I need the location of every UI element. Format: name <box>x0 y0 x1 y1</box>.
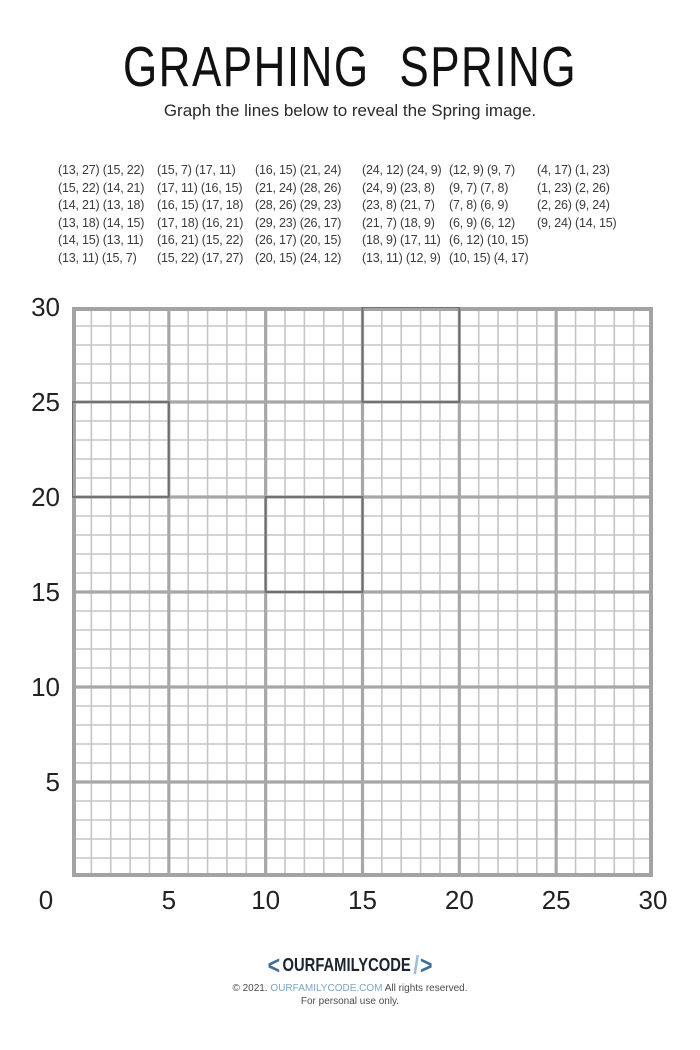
coordinate-pair: (13, 11) (12, 9) <box>362 250 441 265</box>
worksheet-instructions: Graph the lines below to reveal the Spring image. <box>163 101 537 120</box>
coordinate-pair: (15, 7) (17, 11) <box>157 163 236 177</box>
coordinate-pair: (14, 21) (13, 18) <box>58 198 145 213</box>
highlight-square <box>266 497 363 592</box>
logo-text: OURFAMILYCODE <box>282 955 411 975</box>
coordinate-pair: (15, 22) (14, 21) <box>58 180 145 195</box>
x-axis-tick-label: 30 <box>638 885 668 915</box>
x-axis-tick-label: 15 <box>348 885 377 915</box>
coordinate-pair: (18, 9) (17, 11) <box>362 233 441 248</box>
coordinate-lists <box>0 162 700 270</box>
coordinate-pair: (10, 15) (4, 17) <box>449 250 529 265</box>
grid-svg <box>72 307 653 877</box>
coordinate-list-column <box>255 162 341 268</box>
coordinate-pair: (21, 24) (28, 26) <box>255 180 342 195</box>
origin-label: 0 <box>38 885 54 915</box>
x-axis-tick-label: 25 <box>541 885 571 915</box>
coordinate-pair: (12, 9) (9, 7) <box>449 163 515 177</box>
copyright-suffix: All rights reserved. <box>382 983 468 994</box>
personal-use-text: For personal use only. <box>300 996 400 1007</box>
coordinate-pair: (23, 8) (21, 7) <box>362 198 435 213</box>
coordinate-pair: (1, 23) (2, 26) <box>537 180 610 195</box>
coordinate-pair: (17, 11) (16, 15) <box>157 180 243 195</box>
logo-right-bracket-icon: > <box>419 950 433 980</box>
y-axis-tick-label: 10 <box>31 672 60 702</box>
coordinate-pair: (17, 18) (16, 21) <box>157 215 244 230</box>
copyright-prefix: © 2021. <box>232 983 271 994</box>
y-axis-tick-label: 20 <box>31 482 60 512</box>
coordinate-pair: (24, 12) (24, 9) <box>362 163 442 177</box>
coordinate-pair: (13, 27) (15, 22) <box>58 163 145 177</box>
coordinate-pair: (7, 8) (6, 9) <box>449 198 509 213</box>
coordinate-pair: (24, 9) (23, 8) <box>362 180 435 195</box>
coordinate-pair: (13, 11) (15, 7) <box>58 250 137 265</box>
y-axis-tick-label: 5 <box>45 767 60 797</box>
coordinate-list-column <box>362 162 441 268</box>
x-axis-tick-label: 5 <box>161 885 177 915</box>
coordinate-pair: (9, 24) (14, 15) <box>537 215 617 230</box>
coordinate-pair: (21, 7) (18, 9) <box>362 215 435 230</box>
coordinate-pair: (15, 22) (17, 27) <box>157 250 244 265</box>
copyright-text <box>0 983 700 994</box>
x-axis-tick-label: 10 <box>251 885 281 915</box>
coordinate-pair: (29, 23) (26, 17) <box>255 215 342 230</box>
brand-logo <box>63 951 637 979</box>
coordinate-pair: (16, 15) (17, 18) <box>157 198 244 213</box>
coordinate-pair: (4, 17) (1, 23) <box>537 163 610 177</box>
coordinate-pair: (26, 17) (20, 15) <box>255 233 342 248</box>
highlight-square <box>363 307 460 402</box>
logo-slash-icon: / <box>413 950 420 980</box>
coordinate-pair: (20, 15) (24, 12) <box>255 250 342 265</box>
coordinate-pair: (14, 15) (13, 11) <box>58 233 144 248</box>
x-axis-tick-label: 20 <box>444 885 474 915</box>
highlight-square <box>72 402 169 497</box>
coordinate-list-column <box>537 162 616 232</box>
coordinate-pair: (9, 7) (7, 8) <box>449 180 509 195</box>
coordinate-grid <box>72 307 653 877</box>
y-axis-tick-label: 25 <box>31 387 60 417</box>
coordinate-pair: (16, 21) (15, 22) <box>157 233 244 248</box>
coordinate-list-column <box>58 162 144 268</box>
logo-left-bracket-icon: < <box>267 950 281 980</box>
coordinate-pair: (13, 18) (14, 15) <box>58 215 145 230</box>
worksheet-title: GRAPHING SPRING <box>122 36 578 99</box>
coordinate-pair: (16, 15) (21, 24) <box>255 163 342 177</box>
coordinate-list-column <box>157 162 243 268</box>
coordinate-list-column <box>449 162 528 268</box>
coordinate-pair: (6, 9) (6, 12) <box>449 215 515 230</box>
ourfamilycode-link[interactable]: OURFAMILYCODE.COM <box>270 983 383 994</box>
coordinate-pair: (6, 12) (10, 15) <box>449 233 529 248</box>
y-axis-tick-label: 30 <box>31 292 60 322</box>
y-axis-tick-label: 15 <box>31 577 60 607</box>
coordinate-pair: (28, 26) (29, 23) <box>255 198 342 213</box>
coordinate-pair: (2, 26) (9, 24) <box>537 198 610 213</box>
